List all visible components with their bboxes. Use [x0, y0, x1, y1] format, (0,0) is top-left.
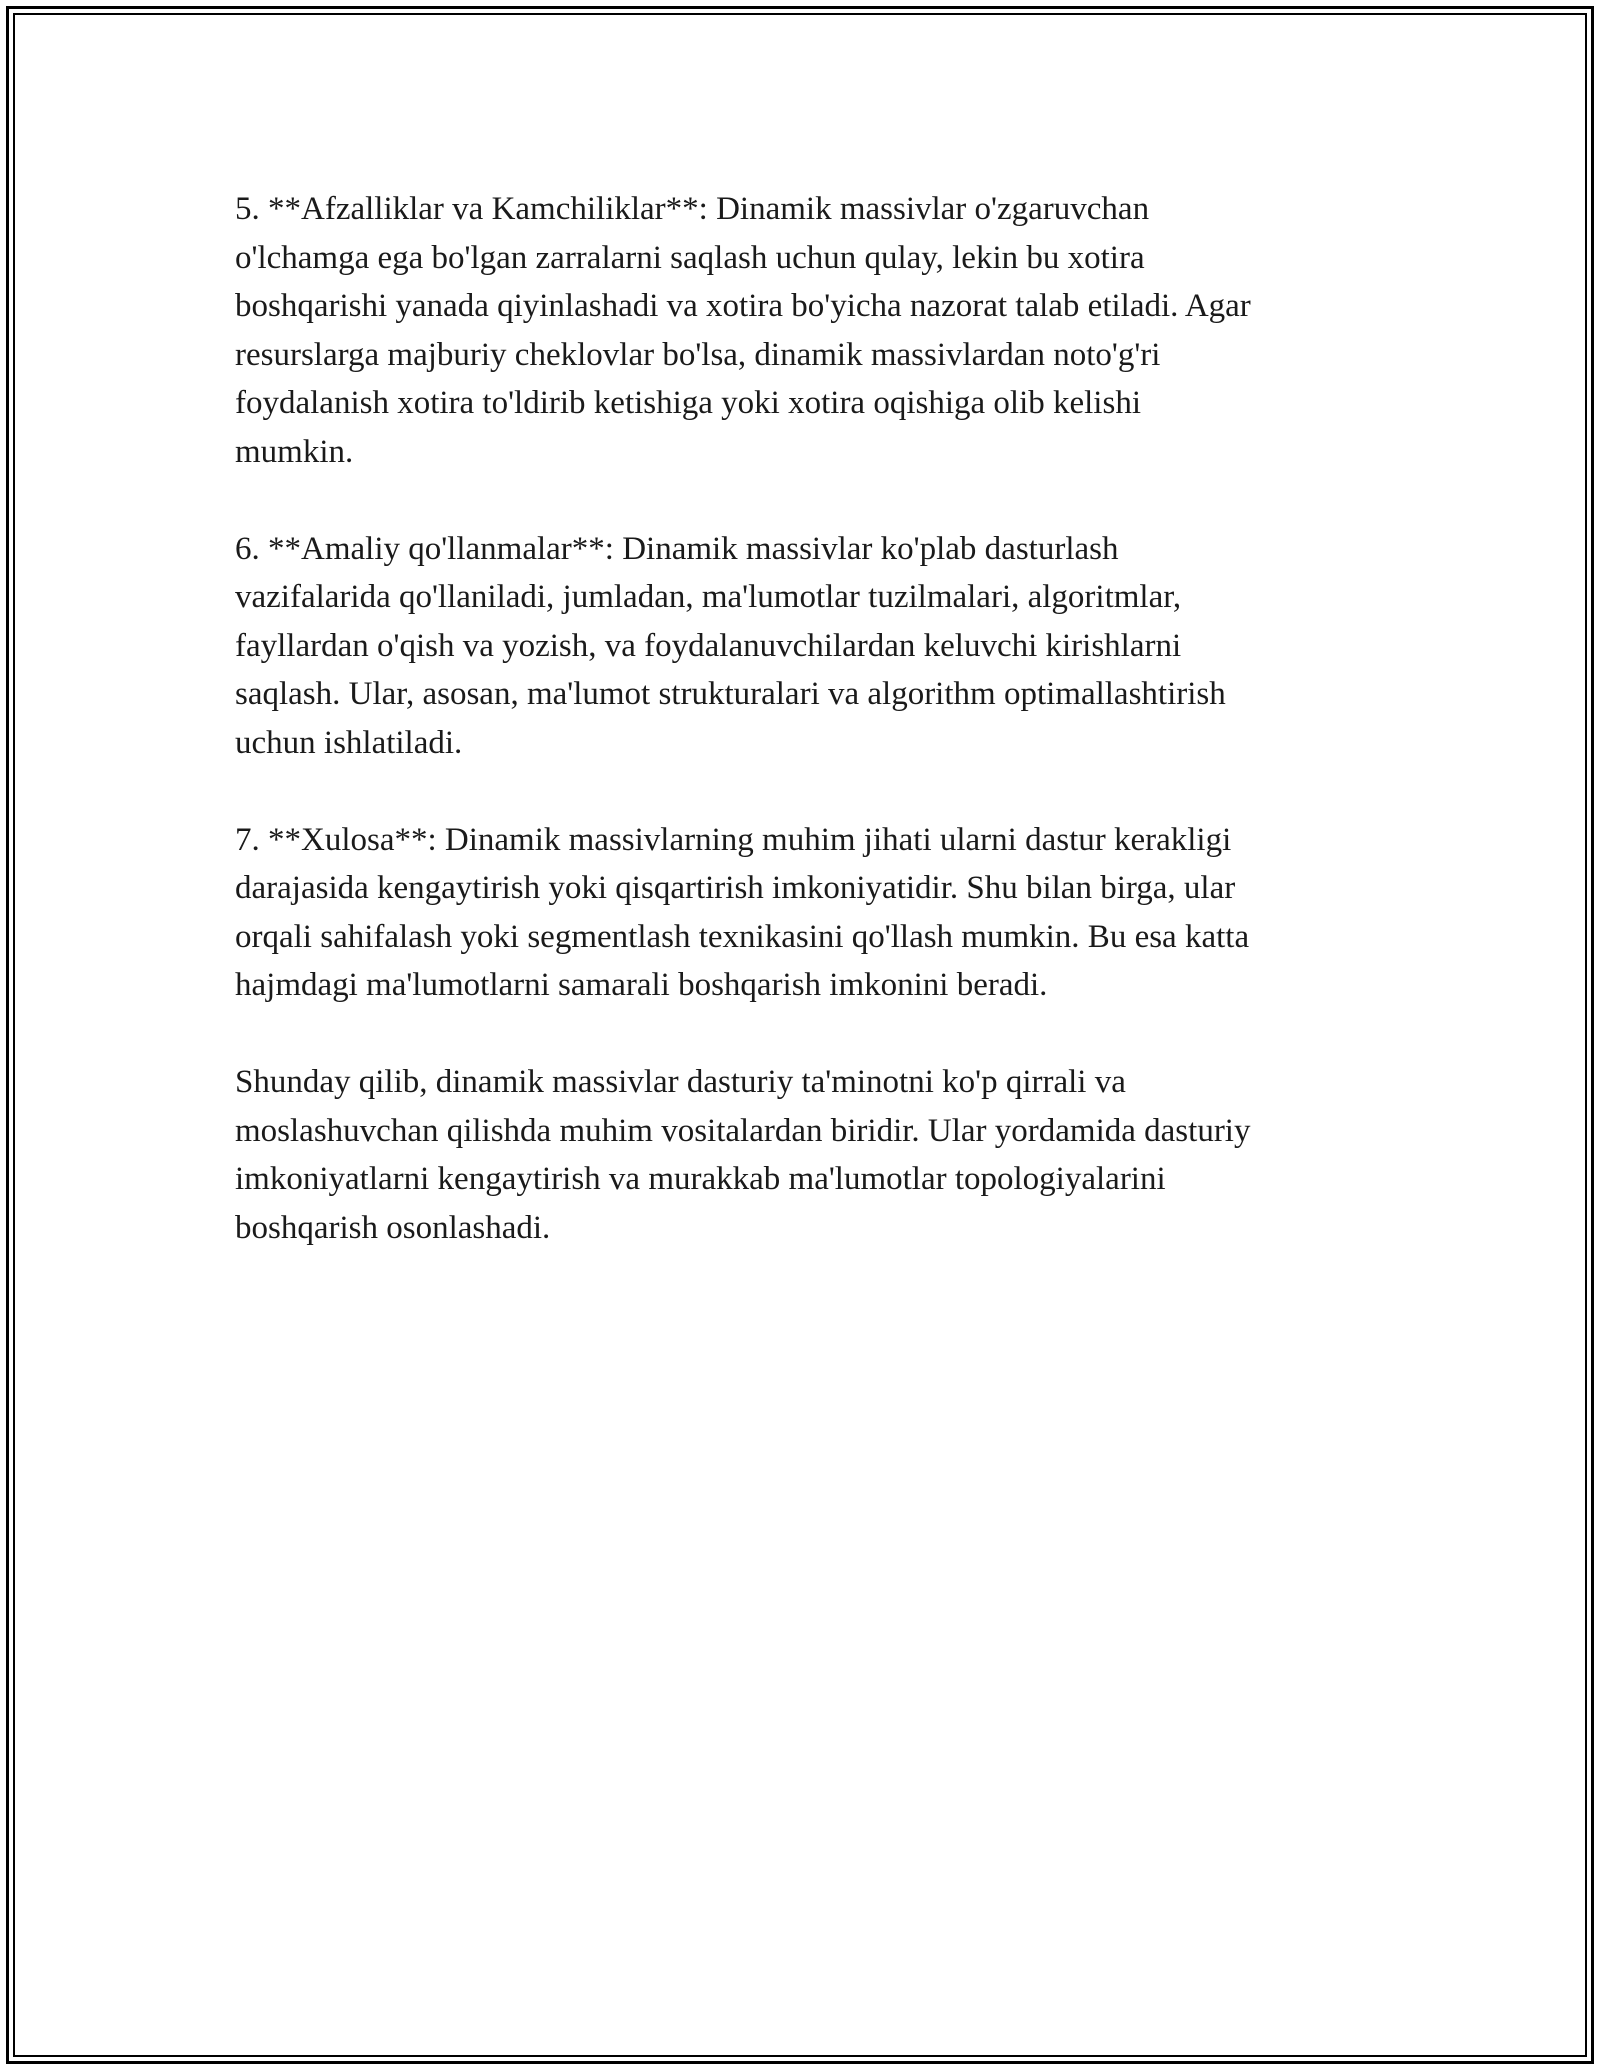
paragraph-conclusion: 7. **Xulosa**: Dinamik massivlarning muhim jihati ularni dastur kerakligi darajasida kengaytirish yoki qisqartirish imkoniyatidir. Shu bilan birga, ular orqali sahifalash yoki segmentlash texnikasini qo'llash mumkin. Bu esa katta hajmdagi ma'lumotlarni samarali boshqarish imkonini beradi. — [235, 821, 1250, 1003]
paragraph-advantages-disadvantages: 5. **Afzalliklar va Kamchiliklar**: Dinamik massivlar o'zgaruvchan o'lchamga ega bo'lgan zarralarni saqlash uchun qulay, lekin bu xotira boshqarishi yanada qiyinlashadi va xotira bo'yicha nazorat talab etiladi. Agar resurslarga majburiy cheklovlar bo'lsa, dinamik massivlardan noto'g'ri foydalanish xotira to'ldirib ketishiga yoki xotira oqishiga olib kelishi mumkin. — [235, 191, 1251, 470]
document-body — [235, 185, 1375, 1301]
paragraph-practical-applications: 6. **Amaliy qo'llanmalar**: Dinamik massivlar ko'plab dasturlash vazifalarida qo'llaniladi, jumladan, ma'lumotlar tuzilmalari, algoritmlar, fayllardan o'qish va yozish, va foydalanuvchilardan keluvchi kirishlarni saqlash. Ular, asosan, ma'lumot strukturalari va algorithm optimallashtirish uchun ishlatiladi. — [235, 530, 1226, 761]
paragraph-summary: Shunday qilib, dinamik massivlar dasturiy ta'minotni ko'p qirrali va moslashuvchan qilishda muhim vositalardan biridir. Ular yordamida dasturiy imkoniyatlarni kengaytirish va murakkab ma'lumotlar topologiyalarini boshqarish osonlashadi. — [235, 1064, 1251, 1246]
